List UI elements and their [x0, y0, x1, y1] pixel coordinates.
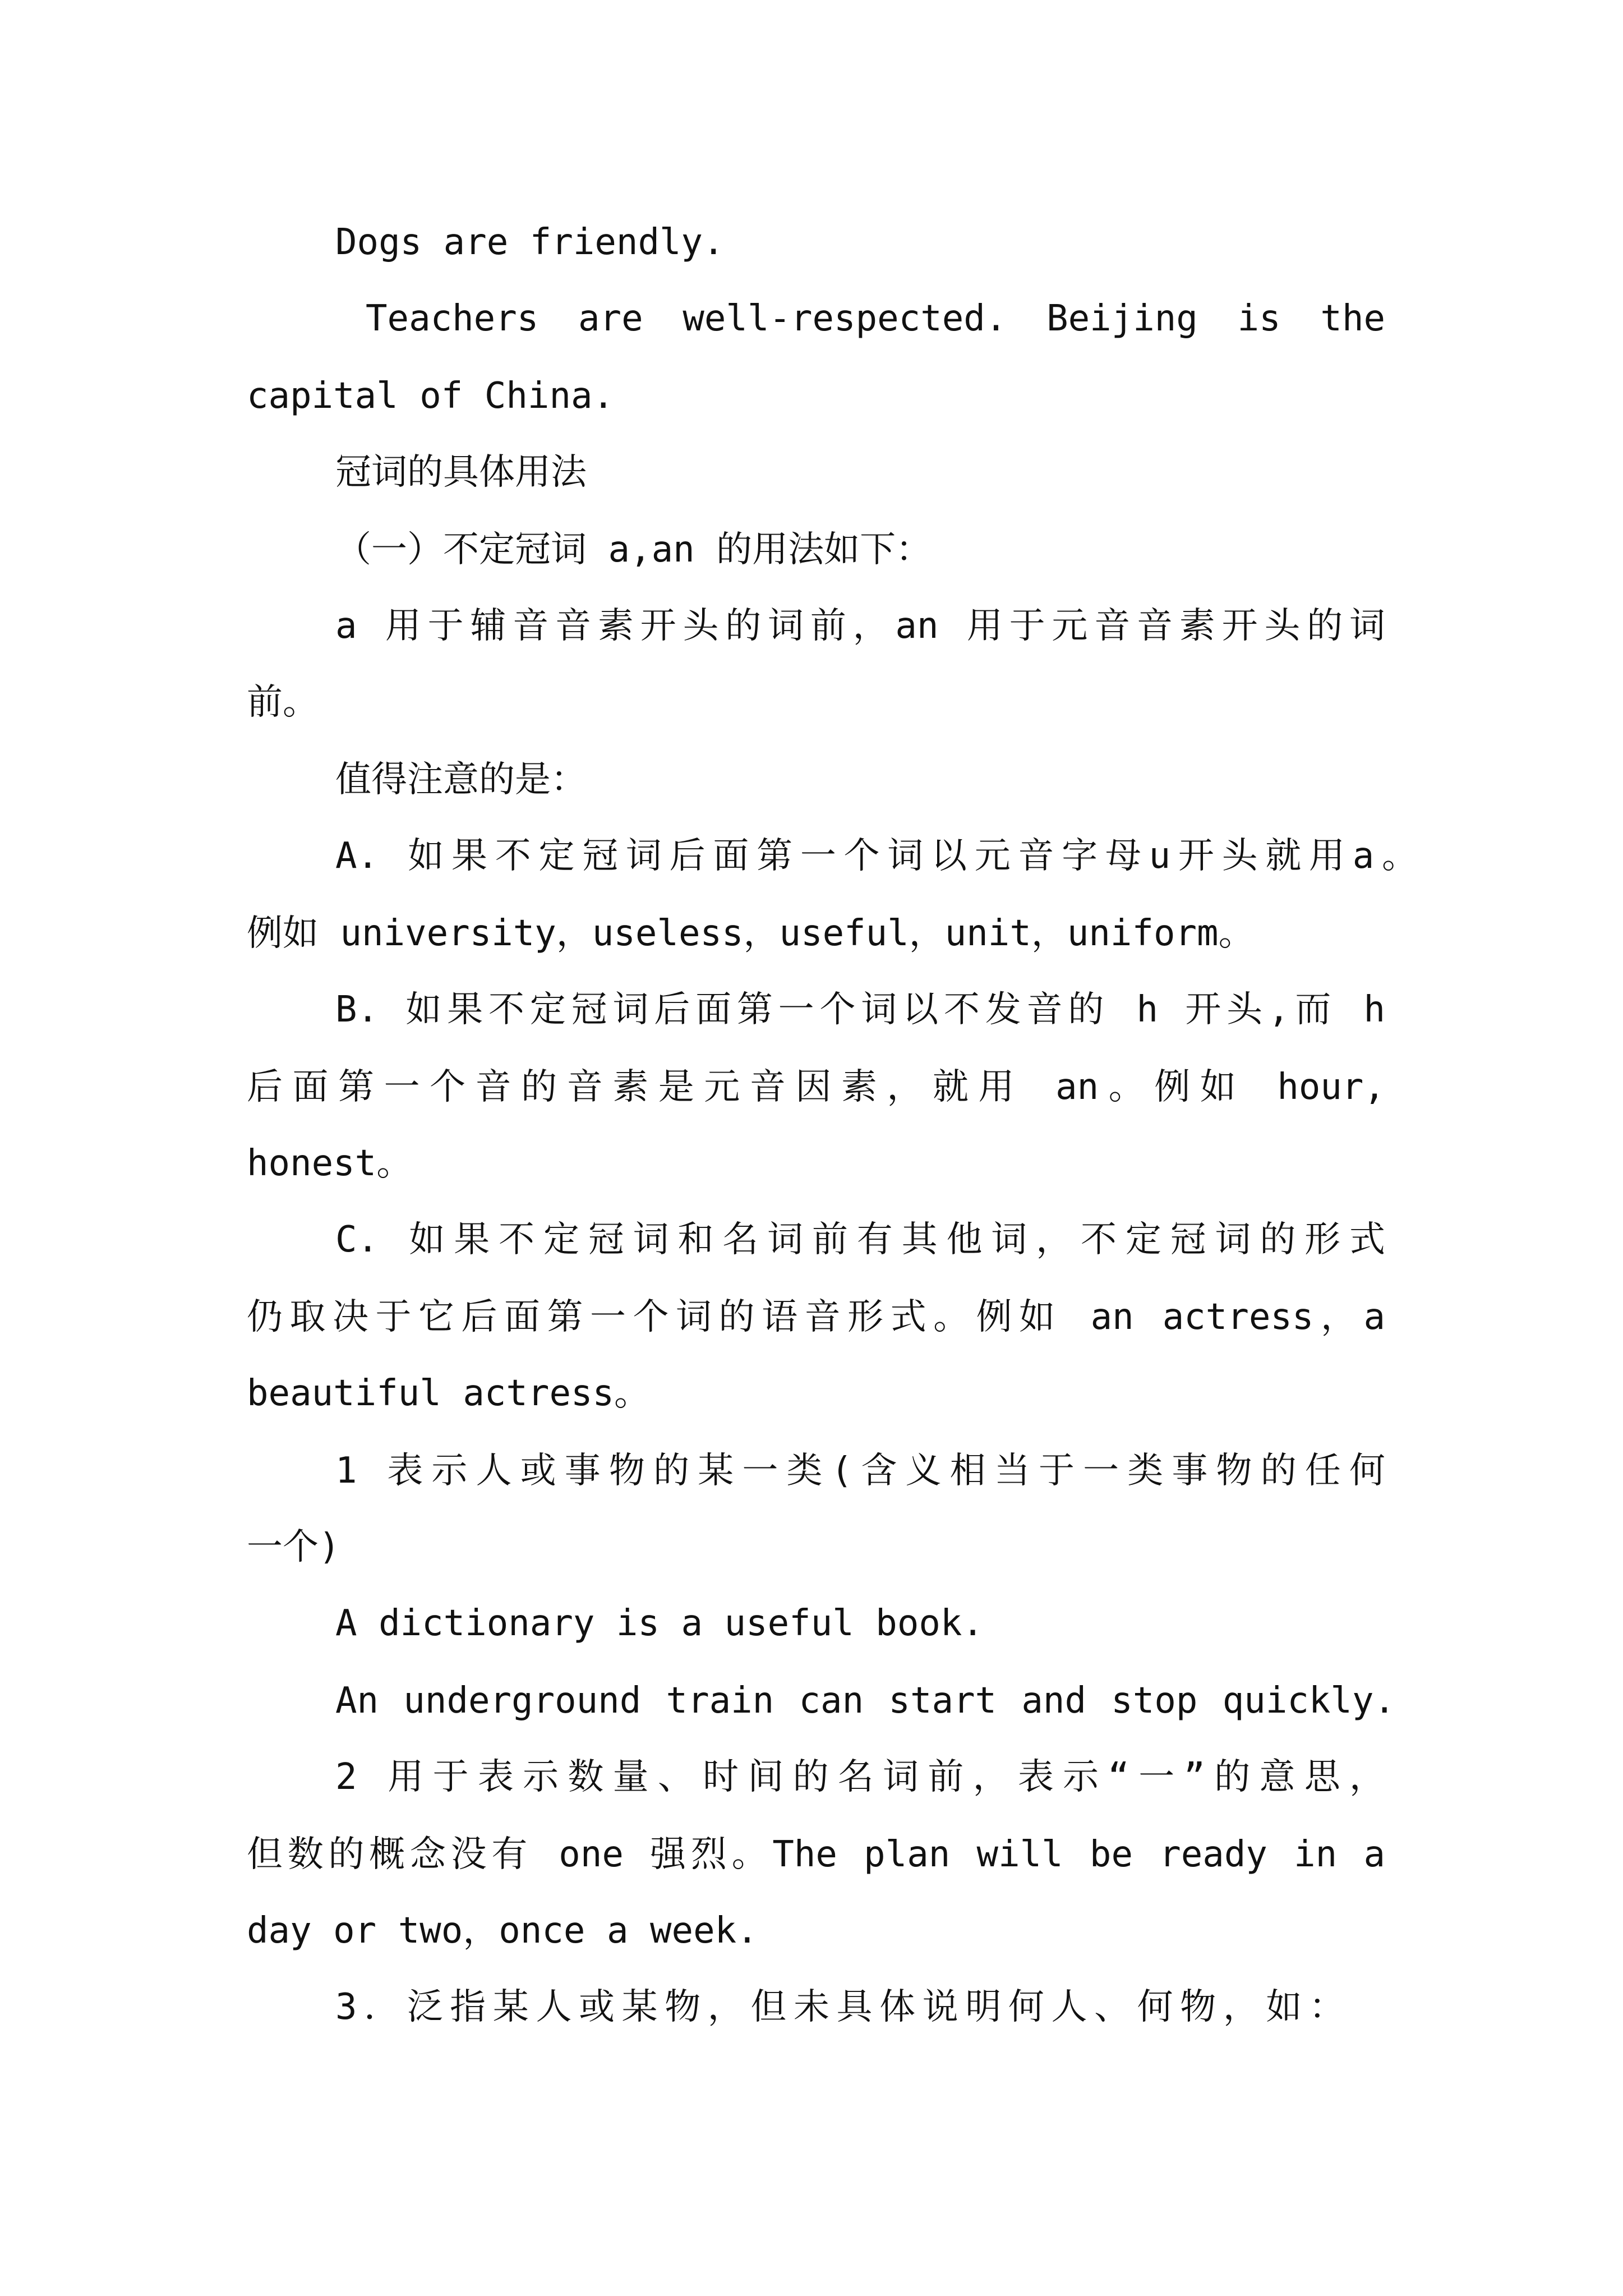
- text-line: 1 表示人或事物的某一类(含义相当于一类事物的任何: [335, 1450, 1385, 1492]
- text-line: beautiful actress。: [247, 1373, 651, 1414]
- subsection-heading: （一）不定冠词 a,an 的用法如下：: [335, 529, 932, 570]
- text-line: 2 用于表示数量、时间的名词前，表示“一”的意思，: [335, 1756, 1385, 1798]
- text-line: B. 如果不定冠词后面第一个词以不发音的 h 开头,而 h: [335, 989, 1385, 1030]
- text-line: honest。: [247, 1143, 413, 1184]
- text-line: Teachers are well-respected. Beijing is the: [366, 298, 1385, 339]
- text-line: 仍取决于它后面第一个词的语音形式。例如 an actress，a: [247, 1296, 1385, 1338]
- text-line: 例如 university，useless，useful，unit，uniform。: [247, 913, 1255, 954]
- text-line: day or two，once a week.: [247, 1910, 758, 1952]
- text-line: A. 如果不定冠词后面第一个词以元音字母u开头就用a。: [335, 835, 1418, 877]
- text-line: 但数的概念没有 one 强烈。The plan will be ready in a: [247, 1834, 1385, 1875]
- text-line: 3．泛指某人或某物，但未具体说明何人、何物，如：: [335, 1986, 1345, 2028]
- text-line: 一个): [247, 1526, 340, 1568]
- text-line: 值得注意的是：: [335, 759, 587, 800]
- text-line: 后面第一个音的音素是元音因素，就用 an。例如 hour,: [247, 1066, 1385, 1108]
- text-line: Dogs are friendly.: [335, 222, 725, 263]
- text-line: a 用于辅音音素开头的词前，an 用于元音音素开头的词: [335, 605, 1385, 647]
- example-sentence: An underground train can start and stop quickly.: [335, 1680, 1395, 1722]
- text-line: 前。: [247, 682, 319, 723]
- text-line: C. 如果不定冠词和名词前有其他词，不定冠词的形式: [335, 1219, 1385, 1260]
- example-sentence: A dictionary is a useful book.: [335, 1603, 984, 1644]
- section-heading: 冠词的具体用法: [335, 452, 587, 493]
- text-line: capital of China.: [247, 375, 615, 417]
